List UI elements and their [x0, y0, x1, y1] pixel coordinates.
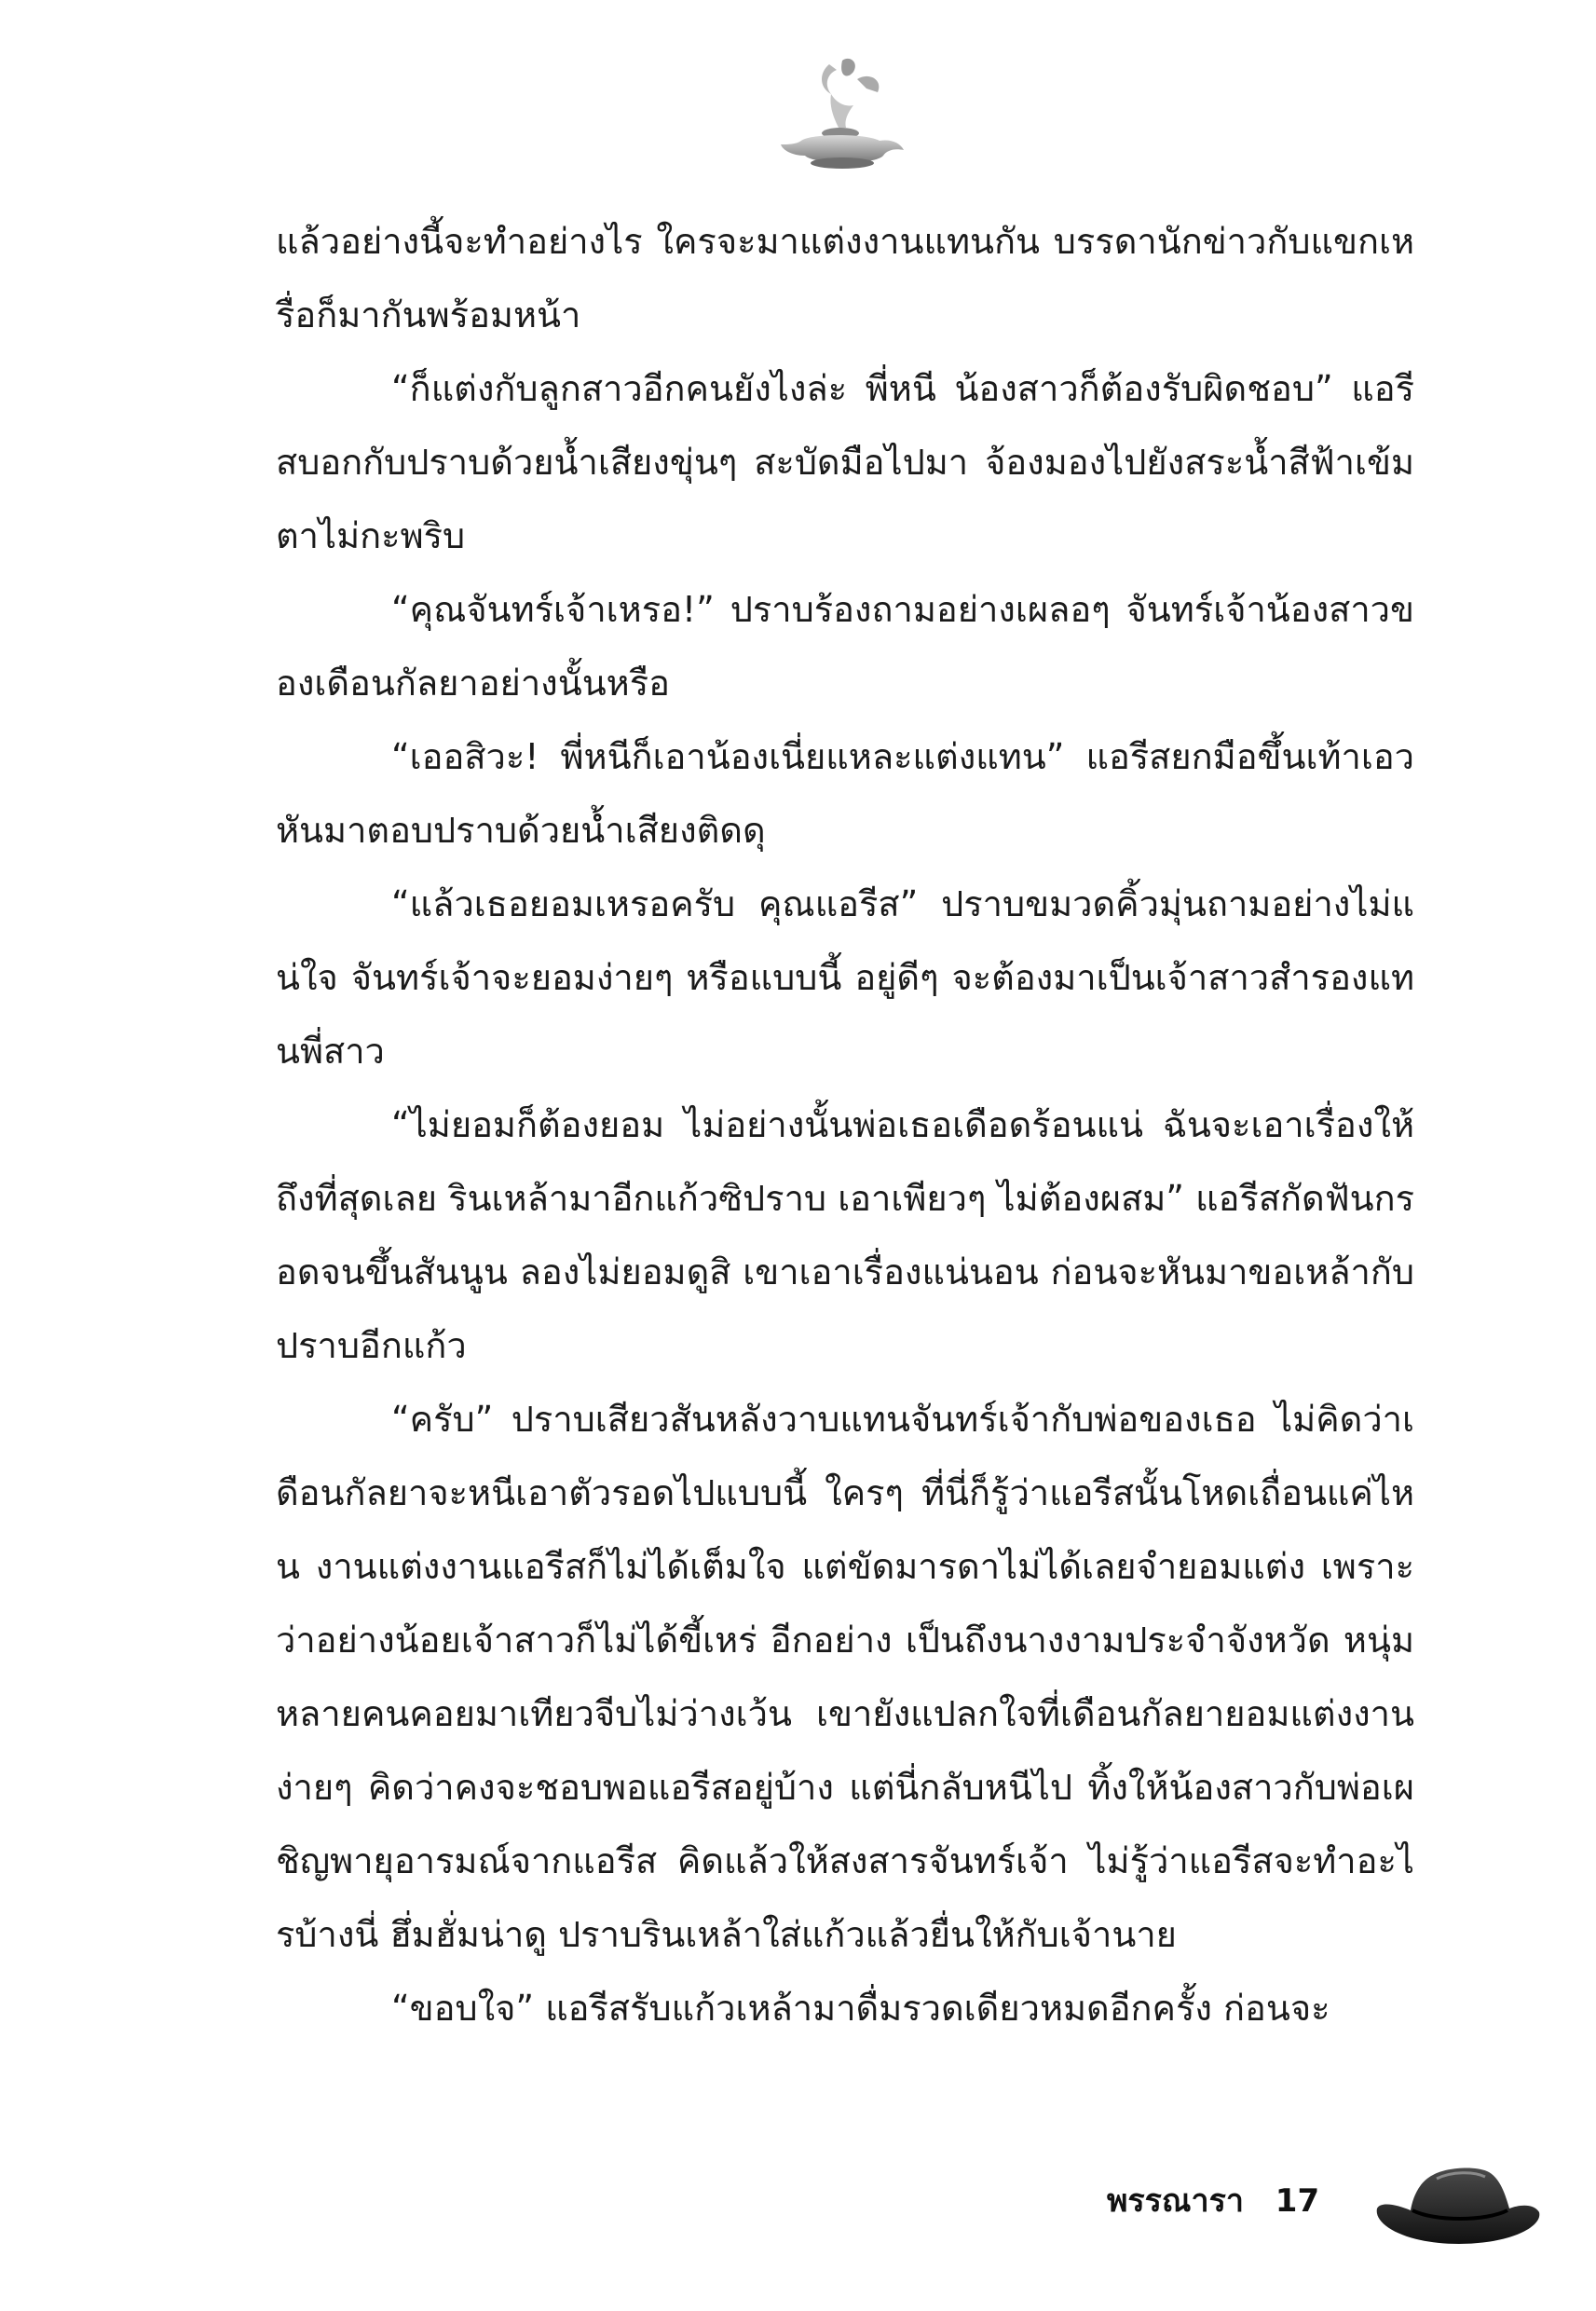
paragraph-3: “คุณจันทร์เจ้าเหรอ!” ปราบร้องถามอย่างเผลอๆ จันทร์เจ้าน้องสาวของเดือนกัลยาอย่างนั้นหรือ	[276, 589, 1414, 704]
paragraph-2: “ก็แต่งกับลูกสาวอีกคนยังไงล่ะ พี่หนี น้องสาวก็ต้องรับผิดชอบ” แอรีสบอกกับปราบด้วยน้ำเสียงขุ่นๆ สะบัดมือไปมา จ้องมองไปยังสระน้ำสีฟ้าเข้มตาไม่กะพริบ	[276, 368, 1414, 556]
paragraph-8: “ขอบใจ” แอรีสรับแก้วเหล้ามาดื่มรวดเดียวหมดอีกครั้ง ก่อนจะ	[391, 1988, 1330, 2029]
folio	[1107, 2175, 1319, 2225]
book-title: พรรณารา	[1107, 2182, 1244, 2220]
paragraph-5: “แล้วเธอยอมเหรอครับ คุณแอรีส” ปราบขมวดคิ้วมุ่นถามอย่างไม่แน่ใจ จันทร์เจ้าจะยอมง่ายๆ หรือแบบนี้ อยู่ดีๆ จะต้องมาเป็นเจ้าสาวสำรองแทนพี่สาว	[276, 883, 1414, 1072]
genie-lamp-ornament-icon	[764, 51, 913, 172]
page-number: 17	[1275, 2182, 1320, 2220]
paragraph-4: “เออสิวะ! พี่หนีก็เอาน้องเนี่ยแหละแต่งแทน” แอรีสยกมือขึ้นเท้าเอว หันมาตอบปราบด้วยน้ำเสียงติดดุ	[276, 736, 1414, 851]
story-text-block	[276, 205, 1414, 2045]
paragraph-7: “ครับ” ปราบเสียวสันหลังวาบแทนจันทร์เจ้ากับพ่อของเธอ ไม่คิดว่าเดือนกัลยาจะหนีเอาตัวรอดไปแบบนี้ ใครๆ ที่นี่ก็รู้ว่าแอรีสนั้นโหดเถื่อนแค่ไหน งานแต่งงานแอรีสก็ไม่ได้เต็มใจ แต่ขัดมารดาไม่ได้เลยจำยอมแต่ง เพราะว่าอย่างน้อยเจ้าสาวก็ไม่ได้ขี้เหร่ อีกอย่าง เป็นถึงนางงามประจำจังหวัด หนุ่มหลายคนคอยมาเทียวจีบไม่ว่างเว้น เขายังแปลกใจที่เดือนกัลยายอมแต่งงานง่ายๆ คิดว่าคงจะชอบพอแอรีสอยู่บ้าง แต่นี่กลับหนีไป ทิ้งให้น้องสาวกับพ่อเผชิญพายุอารมณ์จากแอรีส คิดแล้วให้สงสารจันทร์เจ้า ไม่รู้ว่าแอรีสจะทำอะไรบ้างนี่ ฮึ่มฮั่มน่าดู ปราบรินเหล้าใส่แก้วแล้วยื่นให้กับเจ้านาย	[276, 1399, 1414, 1955]
paragraph-1: แล้วอย่างนี้จะทำอย่างไร ใครจะมาแต่งงานแทนกัน บรรดานักข่าวกับแขกเหรื่อก็มากันพร้อมหน้า	[276, 221, 1414, 335]
page-footer	[0, 2151, 1596, 2263]
paragraph-6: “ไม่ยอมก็ต้องยอม ไม่อย่างนั้นพ่อเธอเดือดร้อนแน่ ฉันจะเอาเรื่องให้ถึงที่สุดเลย รินเหล้ามาอีกแก้วซิปราบ เอาเพียวๆ ไม่ต้องผสม” แอรีสกัดฟันกรอดจนขึ้นสันนูน ลองไม่ยอมดูสิ เขาเอาเรื่องแน่นอน ก่อนจะหันมาขอเหล้ากับปราบอีกแก้ว	[276, 1104, 1414, 1366]
cowboy-hat-icon	[1370, 2151, 1547, 2253]
